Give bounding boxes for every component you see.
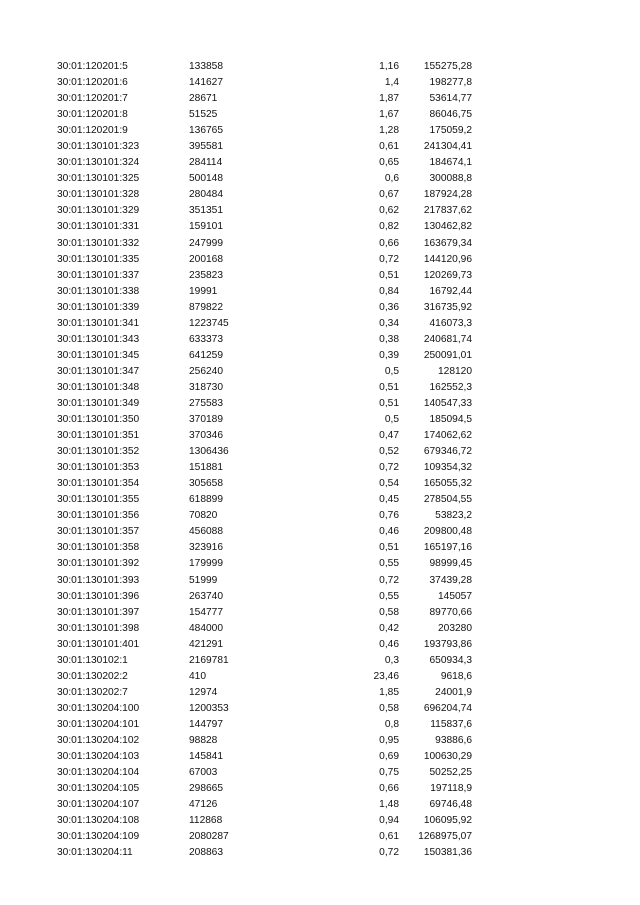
table-row (0, 316, 640, 332)
area-cell: 484000 (189, 622, 223, 634)
table-row (0, 781, 640, 797)
cadastral-number-cell: 30:01:130101:329 (57, 205, 140, 217)
area-cell: 500148 (189, 173, 223, 185)
area-cell: 1306436 (189, 446, 229, 458)
table-row (0, 139, 640, 155)
area-cell: 351351 (189, 205, 223, 217)
value-cell: 217837,62 (423, 205, 472, 217)
table-row (0, 605, 640, 621)
area-cell: 145841 (189, 751, 223, 763)
area-cell: 154777 (189, 606, 223, 618)
area-cell: 136765 (189, 125, 223, 137)
area-cell: 2080287 (189, 831, 229, 843)
table-row (0, 203, 640, 219)
rate-cell: 0,95 (379, 734, 399, 746)
value-cell: 145057 (438, 590, 472, 602)
table-row (0, 589, 640, 605)
cadastral-number-cell: 30:01:130101:325 (57, 173, 140, 185)
value-cell: 174062,62 (423, 430, 472, 442)
table-row (0, 219, 640, 235)
rate-cell: 1,4 (384, 77, 399, 89)
table-row (0, 733, 640, 749)
cadastral-number-cell: 30:01:130204:103 (57, 751, 140, 763)
cadastral-number-cell: 30:01:130101:351 (57, 430, 140, 442)
value-cell: 163679,34 (423, 237, 472, 249)
value-cell: 69746,48 (429, 799, 472, 811)
table-row (0, 813, 640, 829)
value-cell: 140547,33 (423, 397, 472, 409)
cadastral-number-cell: 30:01:130101:347 (57, 365, 140, 377)
value-cell: 106095,92 (423, 815, 472, 827)
value-cell: 128120 (438, 365, 472, 377)
rate-cell: 1,16 (379, 61, 399, 72)
area-cell: 641259 (189, 349, 223, 361)
value-cell: 155275,28 (423, 61, 472, 72)
rate-cell: 0,72 (379, 574, 399, 586)
rate-cell: 0,34 (379, 317, 399, 329)
value-cell: 184674,1 (429, 157, 472, 169)
cadastral-number-cell: 30:01:130101:350 (57, 414, 140, 426)
area-cell: 421291 (189, 638, 223, 650)
area-cell: 208863 (189, 847, 223, 859)
value-cell: 9618,6 (440, 670, 472, 682)
rate-cell: 0,36 (379, 301, 399, 313)
area-cell: 305658 (189, 478, 223, 490)
rate-cell: 0,47 (379, 430, 399, 442)
table-row (0, 717, 640, 733)
rate-cell: 0,51 (379, 381, 399, 393)
cadastral-number-cell: 30:01:130101:401 (57, 638, 140, 650)
rate-cell: 0,72 (379, 847, 399, 859)
value-cell: 241304,41 (423, 141, 472, 153)
table-row (0, 685, 640, 701)
value-cell: 109354,32 (423, 462, 472, 474)
table-row (0, 573, 640, 589)
value-cell: 187924,28 (423, 189, 472, 201)
table-row (0, 300, 640, 316)
value-cell: 209800,48 (423, 526, 472, 538)
table-row (0, 348, 640, 364)
cadastral-number-cell: 30:01:130204:105 (57, 783, 140, 795)
value-cell: 203280 (438, 622, 472, 634)
cadastral-number-cell: 30:01:130101:354 (57, 478, 140, 490)
table-row (0, 396, 640, 412)
rate-cell: 0,72 (379, 462, 399, 474)
table-row (0, 765, 640, 781)
area-cell: 247999 (189, 237, 223, 249)
cadastral-number-cell: 30:01:130101:323 (57, 141, 140, 153)
table-row (0, 236, 640, 252)
rate-cell: 1,87 (379, 93, 399, 105)
cadastral-number-cell: 30:01:130101:355 (57, 494, 140, 506)
value-cell: 198277,8 (429, 77, 472, 89)
cadastral-number-cell: 30:01:130101:328 (57, 189, 140, 201)
area-cell: 370346 (189, 430, 223, 442)
area-cell: 28671 (189, 93, 218, 105)
value-cell: 120269,73 (423, 269, 472, 281)
value-cell: 53614,77 (429, 93, 472, 105)
area-cell: 280484 (189, 189, 223, 201)
cadastral-number-cell: 30:01:120201:6 (57, 77, 128, 89)
area-cell: 51999 (189, 574, 218, 586)
value-cell: 98999,45 (429, 558, 472, 570)
table-row (0, 75, 640, 91)
area-cell: 1223745 (189, 317, 229, 329)
rate-cell: 0,66 (379, 237, 399, 249)
table-row (0, 59, 640, 75)
table-row (0, 653, 640, 669)
cadastral-number-cell: 30:01:130101:349 (57, 397, 140, 409)
cadastral-number-cell: 30:01:130101:356 (57, 510, 140, 522)
rate-cell: 0,46 (379, 526, 399, 538)
rate-cell: 0,61 (379, 831, 399, 843)
rate-cell: 0,8 (384, 718, 399, 730)
cadastral-number-cell: 30:01:130202:2 (57, 670, 128, 682)
rate-cell: 0,67 (379, 189, 399, 201)
table-row (0, 428, 640, 444)
cadastral-number-cell: 30:01:130204:107 (57, 799, 140, 811)
rate-cell: 0,52 (379, 446, 399, 458)
cadastral-number-cell: 30:01:120201:7 (57, 93, 128, 105)
area-cell: 235823 (189, 269, 223, 281)
rate-cell: 0,84 (379, 285, 399, 297)
table-row (0, 540, 640, 556)
rate-cell: 0,6 (384, 173, 399, 185)
table-row (0, 524, 640, 540)
area-cell: 19991 (189, 285, 218, 297)
cadastral-number-cell: 30:01:130101:352 (57, 446, 140, 458)
value-cell: 37439,28 (429, 574, 472, 586)
rate-cell: 0,58 (379, 702, 399, 714)
value-cell: 150381,36 (423, 847, 472, 859)
area-cell: 633373 (189, 333, 223, 345)
area-cell: 98828 (189, 734, 218, 746)
area-cell: 370189 (189, 414, 223, 426)
area-cell: 284114 (189, 157, 223, 169)
value-cell: 130462,82 (423, 221, 472, 233)
cadastral-number-cell: 30:01:130101:397 (57, 606, 140, 618)
table-row (0, 444, 640, 460)
area-cell: 200168 (189, 253, 223, 265)
rate-cell: 0,46 (379, 638, 399, 650)
cadastral-number-cell: 30:01:130101:353 (57, 462, 140, 474)
cadastral-number-cell: 30:01:130101:337 (57, 269, 140, 281)
value-cell: 93886,6 (435, 734, 472, 746)
table-row (0, 364, 640, 380)
area-cell: 318730 (189, 381, 223, 393)
value-cell: 53823,2 (435, 510, 472, 522)
cadastral-number-cell: 30:01:130101:331 (57, 221, 140, 233)
area-cell: 67003 (189, 767, 218, 779)
table-row (0, 284, 640, 300)
value-cell: 650934,3 (429, 654, 472, 666)
rate-cell: 0,45 (379, 494, 399, 506)
cadastral-number-cell: 30:01:130101:341 (57, 317, 140, 329)
rate-cell: 1,28 (379, 125, 399, 137)
area-cell: 395581 (189, 141, 223, 153)
value-cell: 250091,01 (423, 349, 472, 361)
area-cell: 133858 (189, 61, 223, 72)
rate-cell: 0,51 (379, 269, 399, 281)
value-cell: 165055,32 (423, 478, 472, 490)
cadastral-number-cell: 30:01:120201:5 (57, 61, 128, 72)
rate-cell: 23,46 (373, 670, 399, 682)
table-row (0, 749, 640, 765)
area-cell: 159101 (189, 221, 223, 233)
value-cell: 696204,74 (423, 702, 472, 714)
table-row (0, 187, 640, 203)
cadastral-number-cell: 30:01:130101:332 (57, 237, 140, 249)
value-cell: 144120,96 (423, 253, 472, 265)
cadastral-number-cell: 30:01:130101:338 (57, 285, 140, 297)
cadastral-number-cell: 30:01:130204:102 (57, 734, 140, 746)
table-row (0, 701, 640, 717)
rate-cell: 0,54 (379, 478, 399, 490)
rate-cell: 0,58 (379, 606, 399, 618)
area-cell: 618899 (189, 494, 223, 506)
cadastral-number-cell: 30:01:130101:392 (57, 558, 140, 570)
rate-cell: 0,51 (379, 542, 399, 554)
cadastral-number-cell: 30:01:130101:396 (57, 590, 140, 602)
value-cell: 185094,5 (429, 414, 472, 426)
table-row (0, 252, 640, 268)
value-cell: 1268975,07 (418, 831, 472, 843)
cadastral-number-cell: 30:01:120201:9 (57, 125, 128, 137)
table-row (0, 637, 640, 653)
value-cell: 240681,74 (423, 333, 472, 345)
rate-cell: 1,85 (379, 686, 399, 698)
area-cell: 298665 (189, 783, 223, 795)
value-cell: 16792,44 (429, 285, 472, 297)
cadastral-number-cell: 30:01:130204:100 (57, 702, 140, 714)
rate-cell: 0,3 (384, 654, 399, 666)
table-row (0, 412, 640, 428)
cadastral-number-cell: 30:01:120201:8 (57, 109, 128, 121)
rate-cell: 0,55 (379, 590, 399, 602)
value-cell: 100630,29 (423, 751, 472, 763)
cadastral-number-cell: 30:01:130101:345 (57, 349, 140, 361)
area-cell: 179999 (189, 558, 223, 570)
cadastral-number-cell: 30:01:130204:104 (57, 767, 140, 779)
cadastral-number-cell: 30:01:130204:101 (57, 718, 140, 730)
table-row (0, 829, 640, 845)
rate-cell: 0,62 (379, 205, 399, 217)
area-cell: 151881 (189, 462, 223, 474)
cadastral-number-cell: 30:01:130101:339 (57, 301, 140, 313)
rate-cell: 0,65 (379, 157, 399, 169)
value-cell: 278504,55 (423, 494, 472, 506)
area-cell: 12974 (189, 686, 218, 698)
value-cell: 162552,3 (429, 381, 472, 393)
area-cell: 2169781 (189, 654, 229, 666)
cadastral-number-cell: 30:01:130101:398 (57, 622, 140, 634)
rate-cell: 0,51 (379, 397, 399, 409)
cadastral-number-cell: 30:01:130101:393 (57, 574, 140, 586)
table-row (0, 476, 640, 492)
area-cell: 275583 (189, 397, 223, 409)
table-row (0, 492, 640, 508)
rate-cell: 0,82 (379, 221, 399, 233)
cadastral-number-cell: 30:01:130204:109 (57, 831, 140, 843)
cadastral-number-cell: 30:01:130101:343 (57, 333, 140, 345)
rate-cell: 0,75 (379, 767, 399, 779)
rate-cell: 0,55 (379, 558, 399, 570)
area-cell: 141627 (189, 77, 223, 89)
rate-cell: 0,61 (379, 141, 399, 153)
cadastral-number-cell: 30:01:130101:324 (57, 157, 140, 169)
rate-cell: 0,66 (379, 783, 399, 795)
table-row (0, 797, 640, 813)
table-row (0, 91, 640, 107)
rate-cell: 0,94 (379, 815, 399, 827)
table-row (0, 621, 640, 637)
cadastral-number-cell: 30:01:130102:1 (57, 654, 128, 666)
cadastral-number-cell: 30:01:130202:7 (57, 686, 128, 698)
table-row (0, 556, 640, 572)
cadastral-number-cell: 30:01:130101:335 (57, 253, 140, 265)
area-cell: 879822 (189, 301, 223, 313)
data-table (0, 59, 640, 861)
table-row (0, 845, 640, 861)
rate-cell: 0,69 (379, 751, 399, 763)
table-row (0, 669, 640, 685)
value-cell: 193793,86 (423, 638, 472, 650)
area-cell: 1200353 (189, 702, 229, 714)
value-cell: 300088,8 (429, 173, 472, 185)
table-row (0, 460, 640, 476)
rate-cell: 0,72 (379, 253, 399, 265)
area-cell: 47126 (189, 799, 218, 811)
area-cell: 323916 (189, 542, 223, 554)
table-row (0, 268, 640, 284)
cadastral-number-cell: 30:01:130204:11 (57, 847, 133, 859)
rate-cell: 0,39 (379, 349, 399, 361)
value-cell: 165197,16 (423, 542, 472, 554)
value-cell: 115837,6 (430, 718, 472, 730)
value-cell: 679346,72 (423, 446, 472, 458)
table-row (0, 380, 640, 396)
table-row (0, 123, 640, 139)
rate-cell: 0,5 (384, 365, 399, 377)
table-row (0, 171, 640, 187)
area-cell: 70820 (189, 510, 218, 522)
value-cell: 89770,66 (429, 606, 472, 618)
area-cell: 410 (189, 670, 206, 682)
area-cell: 256240 (189, 365, 223, 377)
rate-cell: 1,67 (379, 109, 399, 121)
value-cell: 24001,9 (435, 686, 472, 698)
value-cell: 50252,25 (429, 767, 472, 779)
table-row (0, 508, 640, 524)
cadastral-number-cell: 30:01:130101:358 (57, 542, 140, 554)
table-row (0, 155, 640, 171)
area-cell: 51525 (189, 109, 218, 121)
area-cell: 112868 (189, 815, 223, 827)
rate-cell: 1,48 (379, 799, 399, 811)
rate-cell: 0,5 (384, 414, 399, 426)
rate-cell: 0,42 (379, 622, 399, 634)
cadastral-number-cell: 30:01:130204:108 (57, 815, 140, 827)
value-cell: 175059,2 (429, 125, 472, 137)
cadastral-number-cell: 30:01:130101:348 (57, 381, 140, 393)
table-row (0, 107, 640, 123)
value-cell: 86046,75 (429, 109, 472, 121)
table-row (0, 332, 640, 348)
area-cell: 144797 (189, 718, 223, 730)
rate-cell: 0,38 (379, 333, 399, 345)
cadastral-number-cell: 30:01:130101:357 (57, 526, 140, 538)
area-cell: 456088 (189, 526, 223, 538)
area-cell: 263740 (189, 590, 223, 602)
value-cell: 416073,3 (429, 317, 472, 329)
value-cell: 197118,9 (430, 783, 472, 795)
value-cell: 316735,92 (423, 301, 472, 313)
rate-cell: 0,76 (379, 510, 399, 522)
